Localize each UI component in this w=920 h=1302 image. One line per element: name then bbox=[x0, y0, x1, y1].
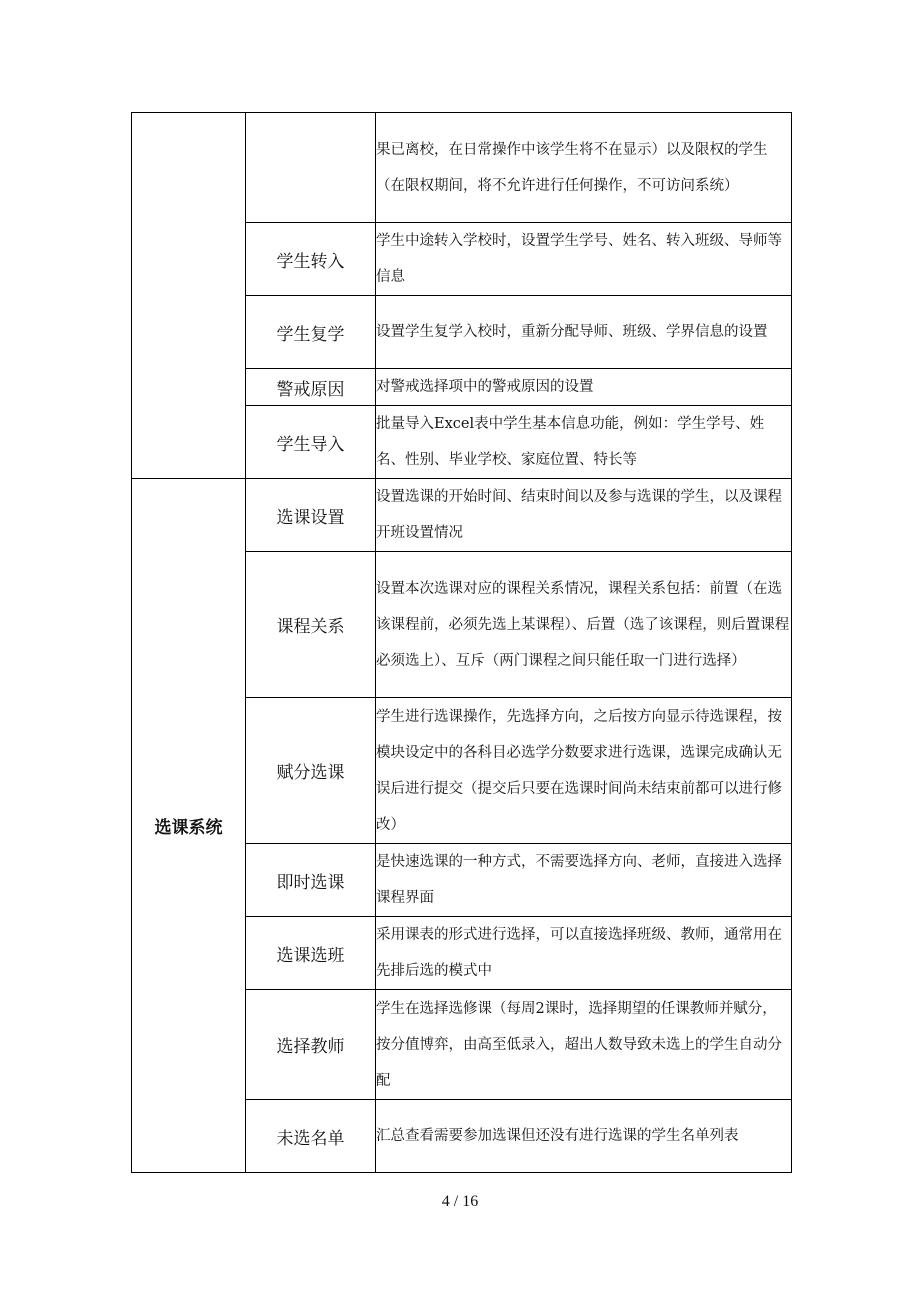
function-cell: 学生复学 bbox=[246, 296, 376, 369]
description-cell: 学生进行选课操作，先选择方向，之后按方向显示待选课程，按模块设定中的各科目必选学分数要求进行选课，选课完成确认无误后进行提交（提交后只要在选课时间尚未结束前都可以进行修改） bbox=[376, 698, 792, 844]
function-cell bbox=[246, 113, 376, 223]
function-cell: 选课设置 bbox=[246, 479, 376, 552]
module-cell-course-selection: 选课系统 bbox=[132, 479, 246, 1173]
description-cell: 学生中途转入学校时，设置学生学号、姓名、转入班级、导师等信息 bbox=[376, 223, 792, 296]
description-cell: 批量导入Excel表中学生基本信息功能，例如：学生学号、姓名、性别、毕业学校、家庭位置、特长等 bbox=[376, 406, 792, 479]
function-cell: 未选名单 bbox=[246, 1100, 376, 1173]
description-cell: 设置学生复学入校时，重新分配导师、班级、学界信息的设置 bbox=[376, 296, 792, 369]
function-cell: 选择教师 bbox=[246, 990, 376, 1100]
function-cell: 学生导入 bbox=[246, 406, 376, 479]
description-cell: 设置本次选课对应的课程关系情况，课程关系包括：前置（在选该课程前，必须先选上某课程）、后置（选了该课程，则后置课程必须选上）、互斥（两门课程之间只能任取一门进行选择） bbox=[376, 552, 792, 698]
description-cell: 汇总查看需要参加选课但还没有进行选课的学生名单列表 bbox=[376, 1100, 792, 1173]
table-row bbox=[132, 113, 792, 223]
function-cell: 即时选课 bbox=[246, 844, 376, 917]
function-cell: 警戒原因 bbox=[246, 369, 376, 406]
function-cell: 选课选班 bbox=[246, 917, 376, 990]
description-cell: 设置选课的开始时间、结束时间以及参与选课的学生，以及课程开班设置情况 bbox=[376, 479, 792, 552]
function-cell: 学生转入 bbox=[246, 223, 376, 296]
description-cell: 是快速选课的一种方式，不需要选择方向、老师，直接进入选择课程界面 bbox=[376, 844, 792, 917]
description-cell: 学生在选择选修课（每周2课时，选择期望的任课教师并赋分，按分值博弈，由高至低录入，超出人数导致未选上的学生自动分配 bbox=[376, 990, 792, 1100]
function-table bbox=[131, 112, 792, 1173]
function-cell: 课程关系 bbox=[246, 552, 376, 698]
description-cell: 果已离校，在日常操作中该学生将不在显示）以及限权的学生（在限权期间，将不允许进行任何操作，不可访问系统） bbox=[376, 113, 792, 223]
table-row bbox=[132, 479, 792, 552]
function-cell: 赋分选课 bbox=[246, 698, 376, 844]
page-number: 4 / 16 bbox=[441, 1193, 479, 1210]
description-cell: 采用课表的形式进行选择，可以直接选择班级、教师，通常用在先排后选的模式中 bbox=[376, 917, 792, 990]
module-cell-student-management bbox=[132, 113, 246, 479]
description-cell: 对警戒选择项中的警戒原因的设置 bbox=[376, 369, 792, 406]
